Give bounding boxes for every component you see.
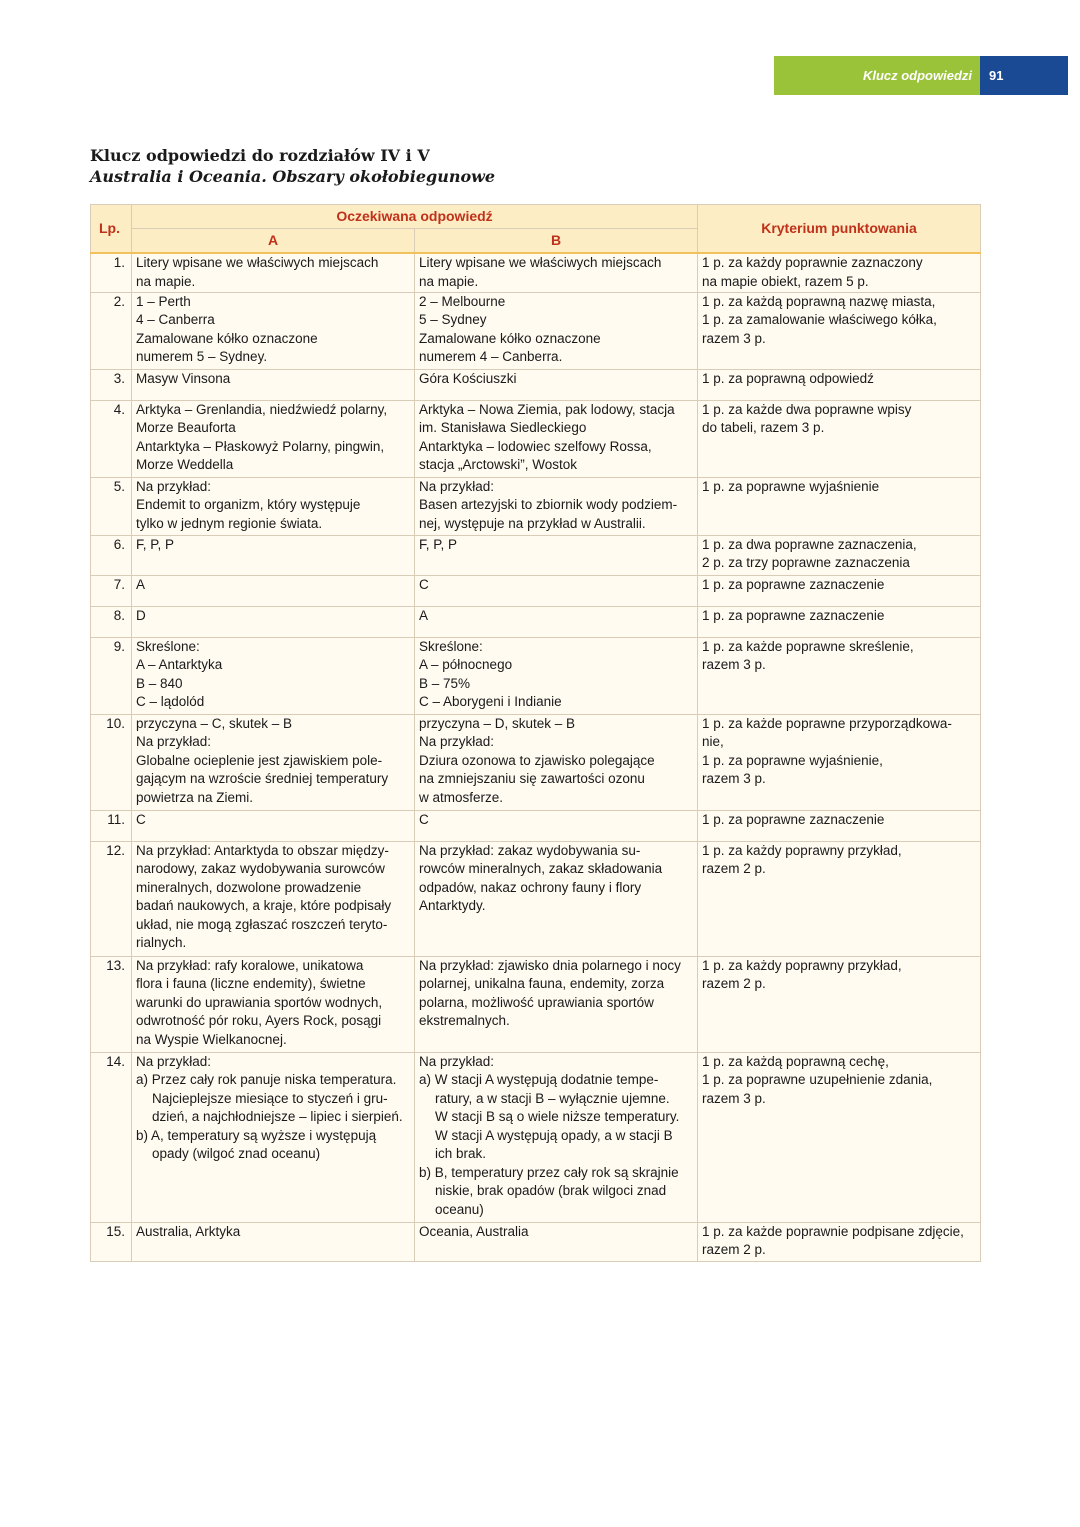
answer-a-cell	[132, 1222, 415, 1261]
answer-b-line: W stacji A występują opady, a w stacji B	[435, 1127, 673, 1143]
answer-b-cell	[415, 637, 698, 714]
answer-a-line: tylko w jednym regionie świata.	[136, 515, 323, 531]
table-row	[91, 956, 981, 1052]
answer-a-line: Morze Weddella	[136, 457, 234, 472]
answer-b-line: Antarktyka – lodowiec szelfowy Rossa,	[419, 438, 652, 454]
answer-a-line: Zamalowane kółko oznaczone	[136, 330, 318, 346]
answer-b-line: odpadów, nakaz ochrony fauny i flory	[419, 879, 642, 895]
answer-b-cell	[415, 253, 698, 292]
answer-b-cell	[415, 369, 698, 400]
row-number: 6.	[91, 535, 132, 575]
criteria-line: 1 p. za każdą poprawną cechę,	[702, 1053, 889, 1069]
answer-a-cell	[132, 1052, 415, 1222]
answer-a-cell	[132, 253, 415, 292]
criteria-line: razem 3 p.	[702, 771, 766, 786]
criteria-line: razem 2 p.	[702, 976, 766, 991]
answer-a-line: numerem 5 – Sydney.	[136, 349, 268, 364]
answer-a-line: badań naukowych, a kraje, które podpisały	[136, 898, 392, 913]
answer-a-line: Na przykład:	[136, 1053, 212, 1069]
answer-b-line: na zmniejszaniu się zawartości ozonu	[419, 771, 645, 786]
criteria-line: 1 p. za każde poprawne przyporządkowa-	[702, 715, 952, 731]
table-row	[91, 606, 981, 637]
row-number: 4.	[91, 400, 132, 477]
row-number: 12.	[91, 841, 132, 956]
answer-a-line: C – lądolód	[136, 694, 205, 709]
table-row	[91, 400, 981, 477]
table-row	[91, 637, 981, 714]
row-number: 5.	[91, 477, 132, 535]
answer-b-cell	[415, 606, 698, 637]
answer-b-line: przyczyna – D, skutek – B	[419, 715, 576, 731]
answer-b-cell	[415, 400, 698, 477]
answer-b-cell	[415, 841, 698, 956]
table-row	[91, 1052, 981, 1222]
criteria-line: 1 p. za poprawne zaznaczenie	[702, 811, 885, 827]
answer-a-line: A	[136, 576, 146, 592]
criteria-line: 1 p. za każdy poprawny przykład,	[702, 842, 902, 858]
criteria-line: 1 p. za każde poprawnie podpisane zdjęcie,	[702, 1223, 964, 1239]
criteria-cell	[698, 253, 981, 292]
answer-a-line: rialnych.	[136, 935, 187, 950]
answer-b-cell	[415, 477, 698, 535]
criteria-line: 1 p. za poprawne wyjaśnienie,	[702, 752, 883, 768]
criteria-line: 1 p. za poprawne zaznaczenie	[702, 607, 885, 623]
criteria-line: do tabeli, razem 3 p.	[702, 420, 825, 435]
answer-a-line: warunki do uprawiania sportów wodnych,	[136, 994, 383, 1010]
row-number: 10.	[91, 714, 132, 810]
criteria-line: 1 p. za zamalowanie właściwego kółka,	[702, 312, 937, 327]
criteria-cell	[698, 369, 981, 400]
answer-b-cell	[415, 575, 698, 606]
answer-a-line: Antarktyka – Płaskowyż Polarny, pingwin,	[136, 438, 385, 454]
header-criteria: Kryterium punktowania	[698, 205, 981, 254]
answer-b-cell	[415, 1052, 698, 1222]
answer-a-line: opady (wilgoć znad oceanu)	[152, 1146, 321, 1161]
table-row	[91, 369, 981, 400]
answer-b-line: numerem 4 – Canberra.	[419, 349, 563, 364]
answer-b-cell	[415, 535, 698, 575]
answer-a-cell	[132, 535, 415, 575]
answer-b-line: b) B, temperatury przez cały rok są skrajnie	[419, 1164, 679, 1180]
answer-a-line: mineralnych, dozwolone prowadzenie	[136, 879, 362, 895]
answer-b-line: Skreślone:	[419, 638, 483, 654]
table-row	[91, 253, 981, 292]
row-number: 3.	[91, 369, 132, 400]
answer-a-line: Na przykład: Antarktyda to obszar między-	[136, 842, 389, 858]
criteria-line: 1 p. za poprawną odpowiedź	[702, 370, 874, 386]
answer-b-line: im. Stanisława Siedleckiego	[419, 420, 587, 435]
criteria-line: 1 p. za poprawne zaznaczenie	[702, 576, 885, 592]
answer-a-line: Endemit to organizm, który występuje	[136, 497, 361, 512]
answer-a-line: powietrza na Ziemi.	[136, 789, 254, 805]
answer-a-cell	[132, 606, 415, 637]
row-number: 14.	[91, 1052, 132, 1222]
answer-b-line: Oceania, Australia	[419, 1223, 529, 1239]
criteria-line: 1 p. za każde poprawne skreślenie,	[702, 638, 914, 654]
answer-b-line: nej, występuje na przykład w Australii.	[419, 515, 646, 531]
table-row	[91, 810, 981, 841]
criteria-cell	[698, 841, 981, 956]
answer-b-line: Góra Kościuszki	[419, 370, 517, 386]
answer-a-line: b) A, temperatury są wyższe i występują	[136, 1127, 377, 1143]
header-expected: Oczekiwana odpowiedź	[132, 205, 698, 229]
criteria-cell	[698, 637, 981, 714]
answer-b-line: w atmosferze.	[419, 789, 504, 805]
answer-b-line: C	[419, 811, 429, 827]
criteria-line: 1 p. za dwa poprawne zaznaczenia,	[702, 536, 917, 552]
answer-a-cell	[132, 810, 415, 841]
answer-b-cell	[415, 810, 698, 841]
row-number: 15.	[91, 1222, 132, 1261]
answer-a-line: odwrotność pór roku, Ayers Rock, posągi	[136, 1013, 382, 1028]
answer-a-cell	[132, 714, 415, 810]
answer-a-line: na Wyspie Wielkanocnej.	[136, 1031, 287, 1047]
title-main: Klucz odpowiedzi do rozdziałów IV i V	[90, 146, 430, 165]
answer-b-line: B – 75%	[419, 675, 471, 691]
answer-b-line: a) W stacji A występują dodatnie tempe-	[419, 1072, 659, 1087]
answer-b-line: Na przykład: zakaz wydobywania su-	[419, 842, 641, 858]
page-title	[90, 145, 495, 187]
answer-b-line: polarna, możliwość uprawiania sportów	[419, 994, 654, 1010]
answer-a-line: Najcieplejsze miesiące to styczeń i gru-	[152, 1090, 388, 1106]
answer-a-line: Australia, Arktyka	[136, 1223, 241, 1239]
answer-a-line: Morze Beauforta	[136, 420, 236, 435]
answer-a-cell	[132, 369, 415, 400]
row-number: 1.	[91, 253, 132, 292]
answer-b-line: Na przykład:	[419, 734, 495, 749]
answer-a-cell	[132, 292, 415, 369]
answer-a-line: A – Antarktyka	[136, 657, 223, 672]
table-row	[91, 714, 981, 810]
criteria-line: razem 2 p.	[702, 1242, 766, 1257]
answer-b-line: Na przykład: zjawisko dnia polarnego i nocy	[419, 957, 681, 973]
answer-a-cell	[132, 841, 415, 956]
answer-b-cell	[415, 956, 698, 1052]
criteria-line: 1 p. za poprawne wyjaśnienie	[702, 478, 880, 494]
answer-a-line: na mapie.	[136, 273, 196, 289]
header-col-b: B	[415, 229, 698, 254]
answer-b-line: Na przykład:	[419, 1053, 495, 1069]
row-number: 7.	[91, 575, 132, 606]
criteria-cell	[698, 1052, 981, 1222]
criteria-line: 2 p. za trzy poprawne zaznaczenia	[702, 555, 910, 570]
answer-b-line: na mapie.	[419, 273, 479, 289]
answer-a-line: Na przykład: rafy koralowe, unikatowa	[136, 957, 364, 973]
answer-a-line: 4 – Canberra	[136, 312, 215, 327]
criteria-cell	[698, 292, 981, 369]
answer-b-line: C	[419, 576, 429, 592]
criteria-cell	[698, 714, 981, 810]
answer-b-line: stacja „Arctowski”, Wostok	[419, 457, 578, 472]
answer-b-line: Antarktydy.	[419, 898, 486, 913]
answer-a-cell	[132, 400, 415, 477]
criteria-line: 1 p. za każdą poprawną nazwę miasta,	[702, 293, 936, 309]
answer-b-line: F, P, P	[419, 536, 458, 552]
answer-a-line: Skreślone:	[136, 638, 200, 654]
answer-b-line: Litery wpisane we właściwych miejscach	[419, 255, 662, 270]
table-row	[91, 841, 981, 956]
answer-b-line: rowców mineralnych, zakaz składowania	[419, 861, 663, 876]
answer-b-line: polarnej, unikalna fauna, endemity, zorza	[419, 976, 665, 991]
table-row	[91, 535, 981, 575]
criteria-line: razem 3 p.	[702, 1090, 766, 1106]
answer-b-cell	[415, 292, 698, 369]
answer-a-cell	[132, 477, 415, 535]
answer-a-line: D	[136, 607, 146, 623]
answer-b-line: ratury, a w stacji B – wyłącznie ujemne.	[435, 1090, 670, 1106]
row-number: 13.	[91, 956, 132, 1052]
answer-a-line: F, P, P	[136, 536, 175, 552]
answer-a-line: Arktyka – Grenlandia, niedźwiedź polarny,	[136, 401, 388, 417]
section-label: Klucz odpowiedzi	[774, 56, 980, 95]
answer-b-line: A	[419, 607, 429, 623]
answer-b-line: C – Aborygeni i Indianie	[419, 694, 562, 709]
row-number: 8.	[91, 606, 132, 637]
criteria-line: 1 p. za poprawne uzupełnienie zdania,	[702, 1072, 933, 1087]
answer-b-line: Arktyka – Nowa Ziemia, pak lodowy, stacja	[419, 401, 675, 417]
criteria-cell	[698, 400, 981, 477]
answer-b-line: 5 – Sydney	[419, 312, 487, 327]
answer-a-line: Litery wpisane we właściwych miejscach	[136, 255, 379, 270]
answer-a-line: układ, nie mogą zgłaszać roszczeń teryto-	[136, 916, 388, 932]
answer-a-line: Globalne ocieplenie jest zjawiskiem pole-	[136, 752, 383, 768]
answer-b-cell	[415, 714, 698, 810]
answer-b-line: niskie, brak opadów (brak wilgoci znad	[435, 1183, 667, 1198]
criteria-line: 1 p. za każdy poprawnie zaznaczony	[702, 255, 923, 270]
answer-a-line: 1 – Perth	[136, 293, 191, 309]
answer-b-line: Zamalowane kółko oznaczone	[419, 330, 601, 346]
row-number: 11.	[91, 810, 132, 841]
answer-key-table	[90, 204, 981, 1262]
row-number: 2.	[91, 292, 132, 369]
criteria-cell	[698, 575, 981, 606]
table-row	[91, 477, 981, 535]
answer-a-line: a) Przez cały rok panuje niska temperatura.	[136, 1072, 397, 1087]
criteria-cell	[698, 477, 981, 535]
answer-b-line: Na przykład:	[419, 478, 495, 494]
answer-a-line: gającym na wzroście średniej temperatury	[136, 771, 389, 786]
page-number: 91	[980, 56, 1068, 95]
criteria-cell	[698, 956, 981, 1052]
criteria-line: 1 p. za każdy poprawny przykład,	[702, 957, 902, 973]
criteria-line: razem 3 p.	[702, 657, 766, 672]
answer-a-cell	[132, 956, 415, 1052]
criteria-cell	[698, 535, 981, 575]
answer-a-line: Masyw Vinsona	[136, 370, 231, 386]
criteria-line: razem 3 p.	[702, 330, 766, 346]
table-row	[91, 575, 981, 606]
answer-a-line: dzień, a najchłodniejsze – lipiec i sierpień.	[152, 1109, 403, 1124]
criteria-line: na mapie obiekt, razem 5 p.	[702, 273, 869, 289]
answer-a-line: narodowy, zakaz wydobywania surowców	[136, 861, 385, 876]
criteria-line: nie,	[702, 734, 724, 749]
table-row	[91, 292, 981, 369]
answer-a-line: Na przykład:	[136, 734, 212, 749]
answer-a-line: flora i fauna (liczne endemity), świetne	[136, 976, 366, 991]
title-sub: Australia i Oceania. Obszary okołobiegunowe	[90, 167, 496, 186]
answer-b-line: ich brak.	[435, 1146, 487, 1161]
answer-b-line: W stacji B są o wiele niższe temperatury.	[435, 1109, 680, 1124]
page-header	[774, 56, 1068, 95]
answer-a-cell	[132, 637, 415, 714]
answer-b-line: A – północnego	[419, 657, 513, 672]
answer-a-cell	[132, 575, 415, 606]
answer-a-line: C	[136, 811, 146, 827]
answer-a-line: Na przykład:	[136, 478, 212, 494]
answer-b-line: oceanu)	[435, 1201, 484, 1217]
answer-b-cell	[415, 1222, 698, 1261]
header-col-a: A	[132, 229, 415, 254]
answer-b-line: Dziura ozonowa to zjawisko polegające	[419, 752, 655, 768]
header-lp: Lp.	[91, 205, 132, 254]
answer-b-line: ekstremalnych.	[419, 1013, 510, 1028]
criteria-line: 1 p. za każde dwa poprawne wpisy	[702, 401, 912, 417]
criteria-cell	[698, 606, 981, 637]
criteria-line: razem 2 p.	[702, 861, 766, 876]
criteria-cell	[698, 810, 981, 841]
answer-b-line: Basen artezyjski to zbiornik wody podziem-	[419, 497, 678, 512]
answer-a-line: przyczyna – C, skutek – B	[136, 715, 293, 731]
answer-a-line: B – 840	[136, 675, 183, 691]
table-row	[91, 1222, 981, 1261]
answer-b-line: 2 – Melbourne	[419, 293, 506, 309]
row-number: 9.	[91, 637, 132, 714]
criteria-cell	[698, 1222, 981, 1261]
